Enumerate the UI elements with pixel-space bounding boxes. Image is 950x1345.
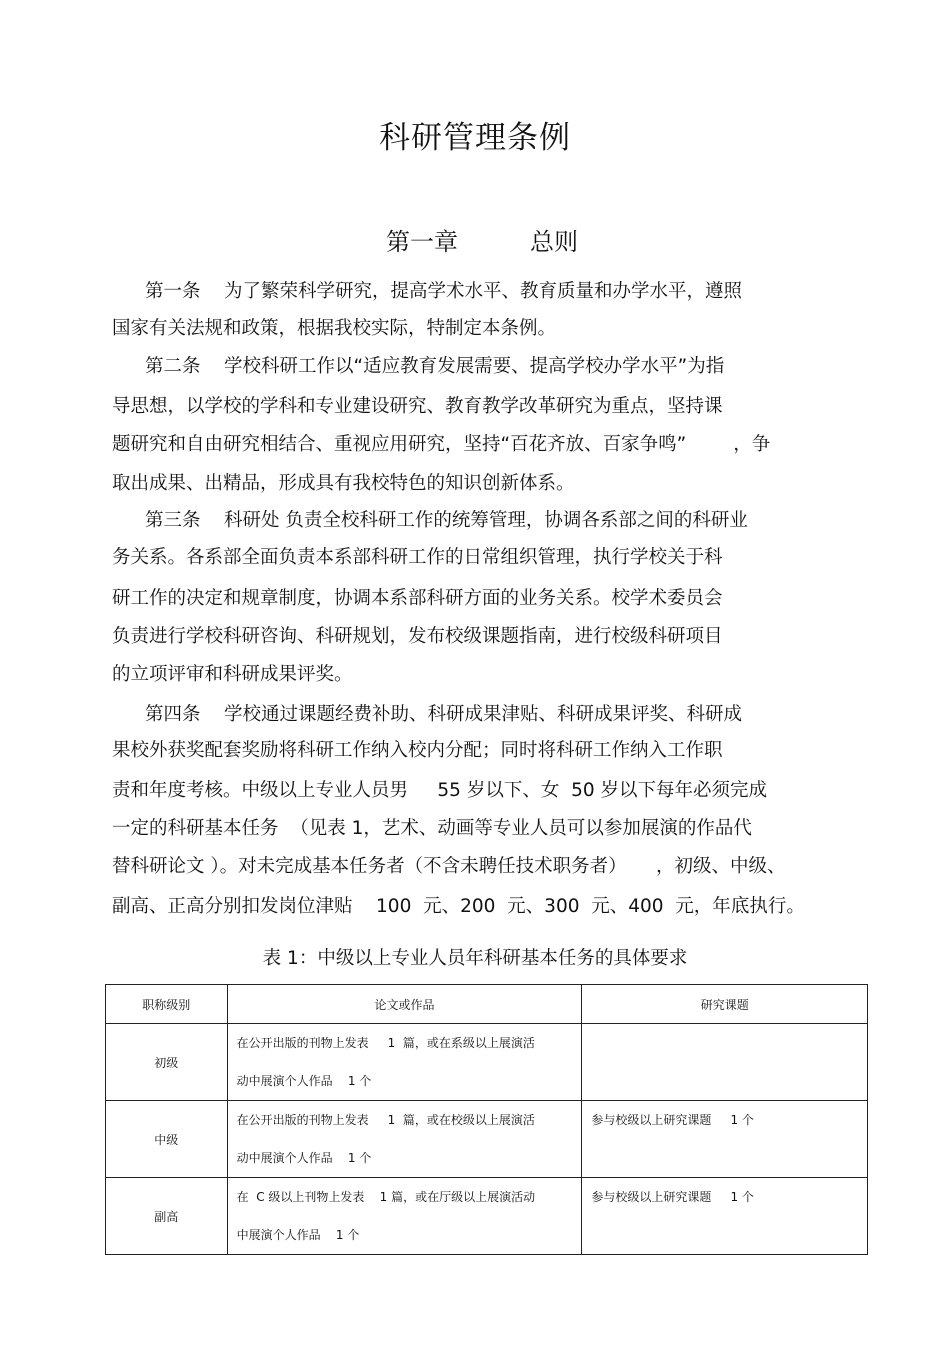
cell-project (582, 1101, 868, 1178)
cell-paper-line: 中展演个人作品 1 个 (236, 1228, 360, 1242)
cell-project-line (591, 1043, 867, 1081)
column-header-project: 研究课题 (582, 985, 868, 1024)
cell-paper-line: 在公开出版的刊物上发表 1 篇，或在校级以上展演活 (236, 1113, 535, 1127)
cell-paper-line: 动中展演个人作品 1 个 (236, 1074, 372, 1088)
cell-project-line: 参与校级以上研究课题 1 个 (591, 1113, 754, 1127)
document-title: 科研管理条例 (379, 120, 571, 156)
paragraph-line: 的立项评审和科研成果评奖。 (112, 664, 353, 685)
paragraph-line: 第三条 科研处 负责全校科研工作的统筹管理，协调各系部之间的科研业 (145, 510, 748, 531)
paragraph-line: 第一条 为了繁荣科学研究，提高学术水平、教育质量和办学水平，遵照 (145, 281, 743, 302)
paragraph-line: 替科研论文 ）。对未完成基本任务者（不含未聘任技术职务者） ，初级、中级、 (112, 856, 786, 877)
paragraph-line: 一定的科研基本任务 （见表 1，艺术、动画等专业人员可以参加展演的作品代 (112, 818, 752, 839)
cell-paper-line: 动中展演个人作品 1 个 (236, 1151, 372, 1165)
cell-project (582, 1024, 868, 1101)
paragraph-line: 务关系。各系部全面负责本系部科研工作的日常组织管理，执行学校关于科 (112, 547, 723, 568)
paragraph-line: 第四条 学校通过课题经费补助、科研成果津贴、科研成果评奖、科研成 (145, 704, 743, 725)
cell-paper-line: 在公开出版的刊物上发表 1 篇，或在系级以上展演活 (236, 1036, 535, 1050)
paragraph-line: 责和年度考核。中级以上专业人员男 55 岁以下、女 50 岁以下每年必须完成 (112, 780, 768, 801)
cell-paper (227, 1178, 582, 1255)
table-row (106, 1178, 868, 1255)
cell-paper (227, 1024, 582, 1101)
paragraph-line: 题研究和自由研究相结合、重视应用研究，坚持“百花齐放、百家争鸣” ，争 (112, 434, 771, 455)
cell-paper-line: 在 C 级以上刊物上发表 1 篇，或在厅级以上展演活动 (236, 1190, 536, 1204)
cell-level: 中级 (106, 1101, 228, 1178)
table-caption: 表 1：中级以上专业人员年科研基本任务的具体要求 (262, 948, 688, 969)
paragraph-line: 研工作的决定和规章制度，协调本系部科研方面的业务关系。校学术委员会 (112, 588, 723, 609)
paragraph-line: 果校外获奖配套奖励将科研工作纳入校内分配；同时将科研工作纳入工作职 (112, 740, 723, 761)
cell-project-line: 参与校级以上研究课题 1 个 (591, 1190, 754, 1204)
table-row (106, 1101, 868, 1178)
cell-level: 初级 (106, 1024, 228, 1101)
chapter-number: 第一章 (386, 228, 458, 256)
cell-project (582, 1178, 868, 1255)
chapter-name: 总则 (530, 228, 578, 256)
column-header-level: 职称级别 (106, 985, 228, 1024)
paragraph-line: 第二条 学校科研工作以“适应教育发展需要、提高学校办学水平”为指 (145, 356, 725, 377)
table-header-row (106, 985, 868, 1024)
paragraph-line: 副高、正高分别扣发岗位津贴 100 元、200 元、300 元、400 元，年底执行。 (112, 896, 805, 917)
paragraph-line: 负责进行学校科研咨询、科研规划，发布校级课题指南，进行校级科研项目 (112, 626, 723, 647)
requirements-table (105, 984, 868, 1255)
paragraph-line: 导思想，以学校的学科和专业建设研究、教育教学改革研究为重点，坚持课 (112, 396, 723, 417)
cell-paper (227, 1101, 582, 1178)
paragraph-line: 取出成果、出精品，形成具有我校特色的知识创新体系。 (112, 473, 575, 494)
paragraph-line: 国家有关法规和政策，根据我校实际，特制定本条例。 (112, 318, 557, 339)
cell-level: 副高 (106, 1178, 228, 1255)
column-header-paper: 论文或作品 (227, 985, 582, 1024)
table-row (106, 1024, 868, 1101)
